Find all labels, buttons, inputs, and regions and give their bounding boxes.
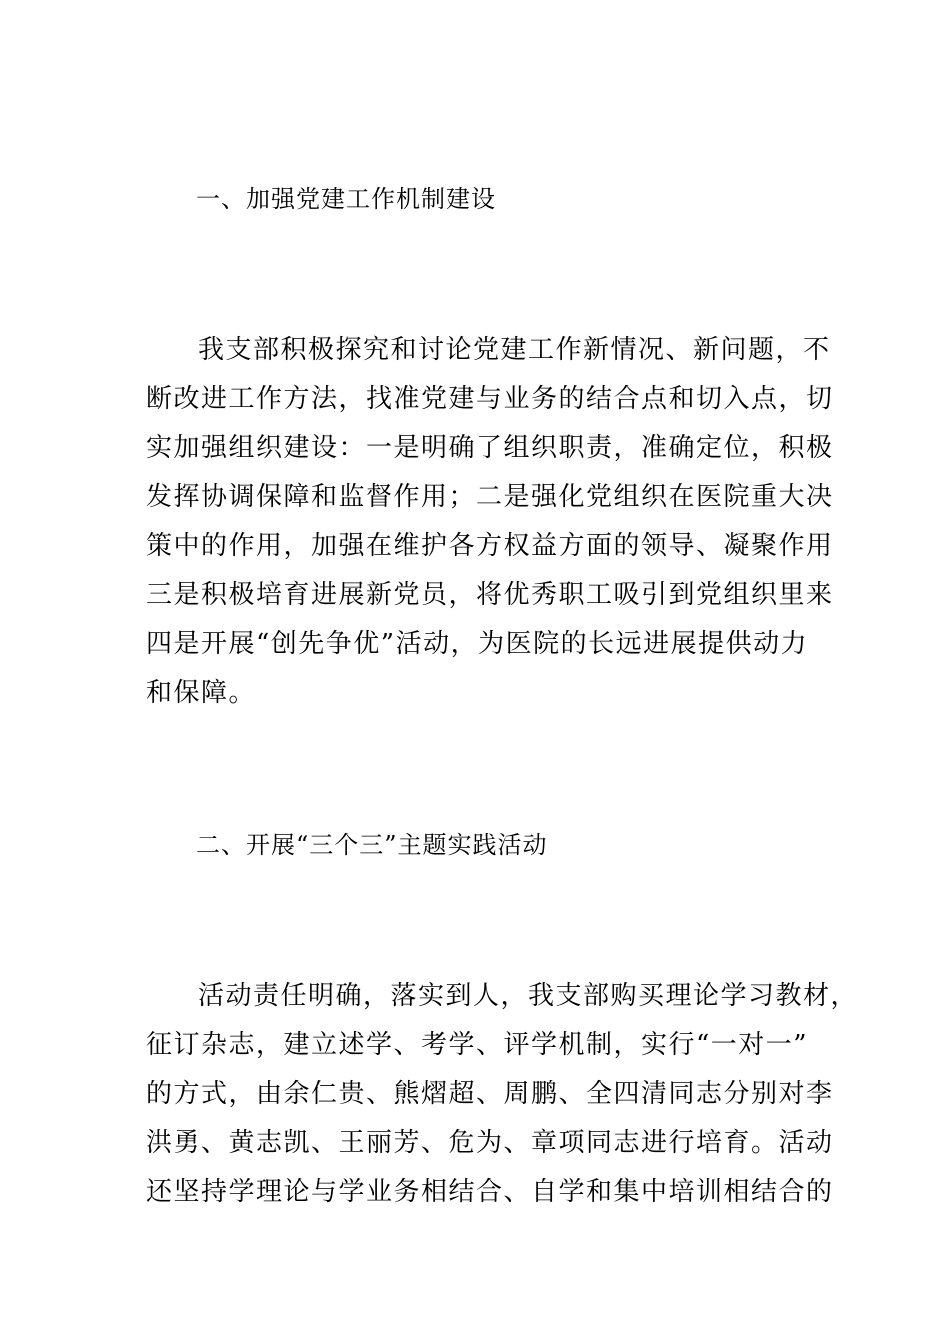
paragraph-line: 策中的作用，加强在维护各方权益方面的领导、凝聚作用 — [146, 531, 834, 561]
paragraph-line: 还坚持学理论与学业务相结合、自学和集中培训相结合的 — [146, 1177, 834, 1207]
paragraph-line: 和保障。 — [146, 678, 257, 708]
section-paragraph-1 — [146, 326, 834, 718]
paragraph-line: 实加强组织建设：一是明确了组织职责，准确定位，积极 — [146, 433, 834, 463]
paragraph-line: 征订杂志，建立述学、考学、评学机制，实行“一对一” — [146, 1030, 809, 1060]
paragraph-line: 洪勇、黄志凯、王丽芳、危为、章项同志进行培育。活动 — [146, 1128, 834, 1158]
section-heading-2: 二、开展“三个三”主题实践活动 — [196, 831, 548, 859]
paragraph-line: 我支部积极探究和讨论党建工作新情况、新问题，不 — [198, 335, 831, 365]
paragraph-line: 发挥协调保障和监督作用；二是强化党组织在医院重大决 — [146, 482, 834, 512]
paragraph-line: 的方式，由余仁贵、熊熠超、周鹏、全四清同志分别对李 — [146, 1079, 834, 1109]
paragraph-line: 四是开展“创先争优”活动，为医院的长远进展提供动力 — [146, 629, 809, 659]
paragraph-line: 活动责任明确，落实到人，我支部购买理论学习教材， — [198, 981, 859, 1011]
paragraph-line: 三是积极培育进展新党员，将优秀职工吸引到党组织里来 — [146, 580, 834, 610]
section-paragraph-2 — [146, 972, 859, 1217]
section-heading-1: 一、加强党建工作机制建设 — [196, 185, 496, 213]
paragraph-line: 断改进工作方法，找准党建与业务的结合点和切入点，切 — [146, 384, 834, 414]
